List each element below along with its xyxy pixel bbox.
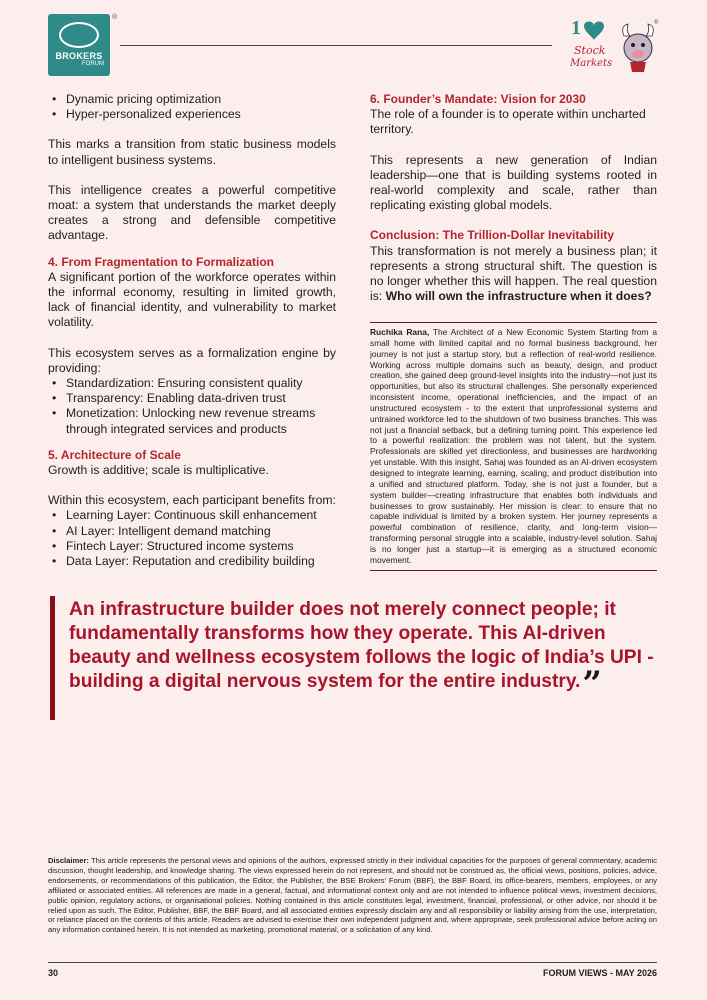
list-item: • Dynamic pricing optimization — [48, 92, 336, 107]
close-quote-icon: ” — [582, 664, 602, 704]
pull-quote — [50, 596, 670, 721]
section-heading-4: 4. From Fragmentation to Formalization — [48, 254, 275, 269]
conclusion-question: Who will own the infrastructure when it does? — [385, 289, 652, 304]
logo-line1: BROKERS — [55, 51, 103, 61]
conclusion-paragraph — [370, 244, 657, 305]
author-bio — [370, 322, 657, 571]
brokers-forum-logo — [48, 14, 110, 76]
logo-stock-text: Stock — [574, 44, 606, 57]
paragraph: This ecosystem serves as a formalization engine by providing: — [48, 345, 336, 375]
author-bio-text: The Architect of a New Economic System Starting from a small home with limited capital and no formal business background, her journey is not just a startup story, but a reflection of real-world resilience. Working across multiple domains such as beauty, design, and product creation, she gained deep ground-level insights into the industry—not just its opportunities, but also its structural challenges. She personally experienced inconsistent income, operational inefficiencies, and the impact of an unstructured ecosystem - to the extent that unprofessional systems and untrained workforce led to the shutdown of two business branches. This was not just a financial setback, but a defining turning point. This experience led to a powerful realization: the problem was not talent, but the system. Professionals are skilled yet directionless, and businesses are hardworking yet unstable. With this insight, Sahaj was founded as an AI-driven ecosystem designed to integrate learning, earning, scaling, and product distribution into a unified and structured platform. Today, she is not just a founder, but a system builder—creating infrastructure that enables both individuals and businesses to grow sustainably. Her mission is clear: to ensure that no capable individual is limited by a broken system. Her journey represents a powerful combination of resilience, clarity, and long-term vision—transforming personal struggle into a scalable, industry-level solution. Sahaj is no longer just a startup—it is emerging as a structured economic movement. — [370, 327, 657, 565]
logo-markets-text: Markets — [570, 58, 613, 69]
bullet-list-bottom — [48, 508, 336, 569]
page-header — [0, 0, 707, 90]
paragraph: A significant portion of the workforce operates within the informal economy, resulting in limited growth, lack of financial identity, and vulnerability to market volatility. — [48, 269, 336, 330]
quote-body — [69, 598, 669, 704]
paragraph: Within this ecosystem, each participant benefits from: — [48, 493, 336, 508]
paragraph: This represents a new generation of Indian leadership—one that is building systems rooted in real-world complexity and scale, rather than replicating existing global models. — [370, 152, 657, 213]
paragraph: The role of a founder is to operate within uncharted territory. — [370, 107, 646, 137]
paragraph: This intelligence creates a powerful competitive moat: a system that understands the market deeply creates a strong and defensible competitive advantage. — [48, 182, 336, 243]
left-column — [48, 92, 336, 569]
love-stock-markets-logo — [568, 16, 660, 74]
list-item: • AI Layer: Intelligent demand matching — [48, 524, 336, 539]
conclusion-heading: Conclusion: The Trillion-Dollar Inevitability — [370, 228, 615, 243]
section-heading-5: 5. Architecture of Scale — [48, 447, 181, 462]
list-item: • Learning Layer: Continuous skill enhancement — [48, 508, 336, 523]
paragraph: This marks a transition from static business models to intelligent business systems. — [48, 137, 336, 167]
page-number: 30 — [48, 968, 59, 978]
list-item: • Standardization: Ensuring consistent quality — [48, 376, 336, 391]
footer-publication: FORUM VIEWS - MAY 2026 — [542, 968, 657, 978]
registered-mark: ® — [112, 14, 118, 21]
heart-icon — [584, 22, 604, 41]
emblem-icon — [59, 22, 99, 48]
bull-icon — [623, 24, 654, 72]
logo-right-reg: ® — [654, 20, 659, 26]
paragraph: Growth is additive; scale is multiplicative. — [48, 463, 269, 478]
section-heading-6: 6. Founder’s Mandate: Vision for 2030 — [370, 92, 586, 106]
disclaimer-label: Disclaimer: — [48, 856, 89, 865]
logo-line2: FORUM — [82, 61, 104, 67]
conclusion-text: This transformation is not merely a business plan; it represents a strong structural shift. The question is no longer whether this will happen. The real question is: — [370, 243, 657, 304]
list-item: • Monetization: Unlocking new revenue streams through integrated services and products — [48, 406, 336, 436]
quote-bar — [50, 596, 55, 720]
author-name: Ruchika Rana, — [370, 327, 430, 337]
list-item: • Fintech Layer: Structured income systems — [48, 539, 336, 554]
bullet-list-top — [48, 92, 336, 122]
quote-text: An infrastructure builder does not merely connect people; it fundamentally transforms how they operate. This AI-driven beauty and wellness ecosystem follows the logic of India’s UPI - building a digital nervous system for the entire industry. — [69, 599, 654, 692]
logo-number: 1 — [571, 17, 581, 39]
list-item: • Hyper-personalized experiences — [48, 107, 336, 122]
list-item: • Transparency: Enabling data-driven trust — [48, 391, 336, 406]
bullet-list-mid — [48, 376, 336, 437]
right-column — [370, 92, 657, 304]
disclaimer-text: This article represents the personal views and opinions of the authors, expressed strictly in their individual capacities for the purposes of general commentary, academic discussion, thought leadership, and knowledge sharing. The views expressed herein do not represent, and should not be construed as, the official views, positions, policies, advice, endorsements, or recommendations of this publication, the Editor, the Publisher, the BSE Brokers’ Forum (BBF), the BBF Board, its office-bearers, members, employees, or any affiliated or associated entities. All references are made in a general, factual, and informational context only and are not intended to influence political views, investment decisions, public opinion, regulatory actions, or organisational policies. Nothing contained in this article constitutes legal, investment, financial, professional, or other advice, nor should it be relied upon as such. The Editor, Publisher, BBF, the BBF Board, and all associated entities expressly disclaim any and all responsibility or liability arising from the use, interpretation, or reliance placed on the contents of this article. Readers are advised to exercise their own independent judgment and, where appropriate, seek professional advice before acting on any information contained herein. It is not intended as marketing, promotional material, or a solicitation of any kind. — [48, 856, 657, 935]
footer-rule — [48, 962, 657, 963]
list-item: • Data Layer: Reputation and credibility building — [48, 554, 336, 569]
disclaimer — [48, 856, 657, 935]
header-rule — [120, 45, 552, 46]
